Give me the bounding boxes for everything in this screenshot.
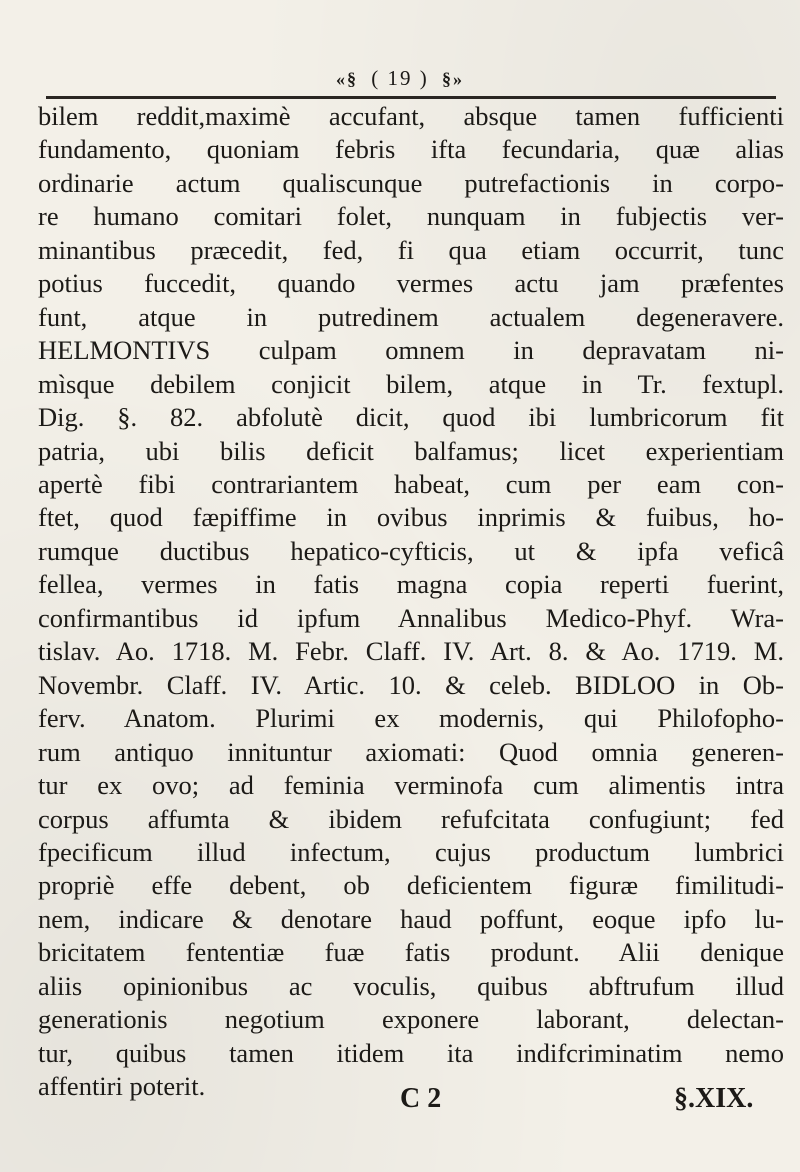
text-line: fundamento, quoniam febris ifta fecundaria, quæ alias — [38, 134, 784, 165]
header-rule — [46, 96, 776, 99]
text-line: bricitatem fententiæ fuæ fatis produnt. Alii denique — [38, 937, 784, 968]
text-line: rum antiquo innituntur axiomati: Quod omnia generen- — [38, 736, 784, 767]
page-number: ( 19 ) — [371, 66, 429, 90]
ornament-left: «§ — [336, 69, 358, 89]
text-line: tislav. Ao. 1718. M. Febr. Claff. IV. Art. 8. & Ao. 1719. M. — [38, 636, 784, 667]
text-line: confirmantibus id ipfum Annalibus Medico-Phyf. Wra- — [38, 602, 784, 633]
text-line: affentiri poterit. — [38, 1071, 206, 1102]
running-head — [0, 66, 800, 91]
text-line: mìsque debilem conjicit bilem, atque in Tr. fextupl. — [38, 368, 784, 399]
text-line: fpecificum illud infectum, cujus productum lumbrici — [38, 836, 784, 867]
text-line: patria, ubi bilis deficit balfamus; licet experientiam — [38, 435, 784, 466]
body-text — [38, 100, 784, 1104]
catchword: §.XIX. — [674, 1083, 754, 1114]
text-line: potius fuccedit, quando vermes actu jam præfentes — [38, 268, 784, 299]
text-line: aliis opinionibus ac voculis, quibus abftrufum illud — [38, 970, 784, 1001]
text-line: Dig. §. 82. abfolutè dicit, quod ibi lumbricorum fit — [38, 402, 784, 433]
text-line: ordinarie actum qualiscunque putrefactionis in corpo- — [38, 167, 784, 198]
text-line: apertè fibi contrariantem habeat, cum per eam con- — [38, 468, 784, 499]
text-line: rumque ductibus hepatico-cyfticis, ut & ipfa veficâ — [38, 535, 784, 566]
text-line: minantibus præcedit, fed, fi qua etiam occurrit, tunc — [38, 234, 784, 265]
page-footer — [0, 1083, 800, 1123]
text-line: tur, quibus tamen itidem ita indifcriminatim nemo — [38, 1037, 784, 1068]
text-line: re humano comitari folet, nunquam in fubjectis ver- — [38, 201, 784, 232]
text-line: tur ex ovo; ad feminia verminofa cum alimentis intra — [38, 770, 784, 801]
text-line: HELMONTIVS culpam omnem in depravatam ni- — [38, 335, 784, 366]
text-line: generationis negotium exponere laborant, delectan- — [38, 1004, 784, 1035]
text-line: funt, atque in putredinem actualem degeneravere. — [38, 301, 784, 332]
text-line: bilem reddit,maximè accufant, absque tamen fufficienti — [38, 101, 784, 131]
text-line: Novembr. Claff. IV. Artic. 10. & celeb. BIDLOO in Ob- — [38, 669, 784, 700]
text-line: ftet, quod fæpiffime in ovibus inprimis & fuibus, ho- — [38, 502, 784, 533]
ornament-right: §» — [442, 69, 464, 89]
text-line: fellea, vermes in fatis magna copia reperti fuerint, — [38, 569, 784, 600]
text-line: nem, indicare & denotare haud poffunt, eoque ipfo lu- — [38, 903, 784, 934]
text-line: propriè effe debent, ob deficientem figuræ fimilitudi- — [38, 870, 784, 901]
signature-mark: C 2 — [400, 1083, 442, 1114]
text-line: corpus affumta & ibidem refufcitata confugiunt; fed — [38, 803, 784, 834]
text-line: ferv. Anatom. Plurimi ex modernis, qui Philofopho- — [38, 703, 784, 734]
